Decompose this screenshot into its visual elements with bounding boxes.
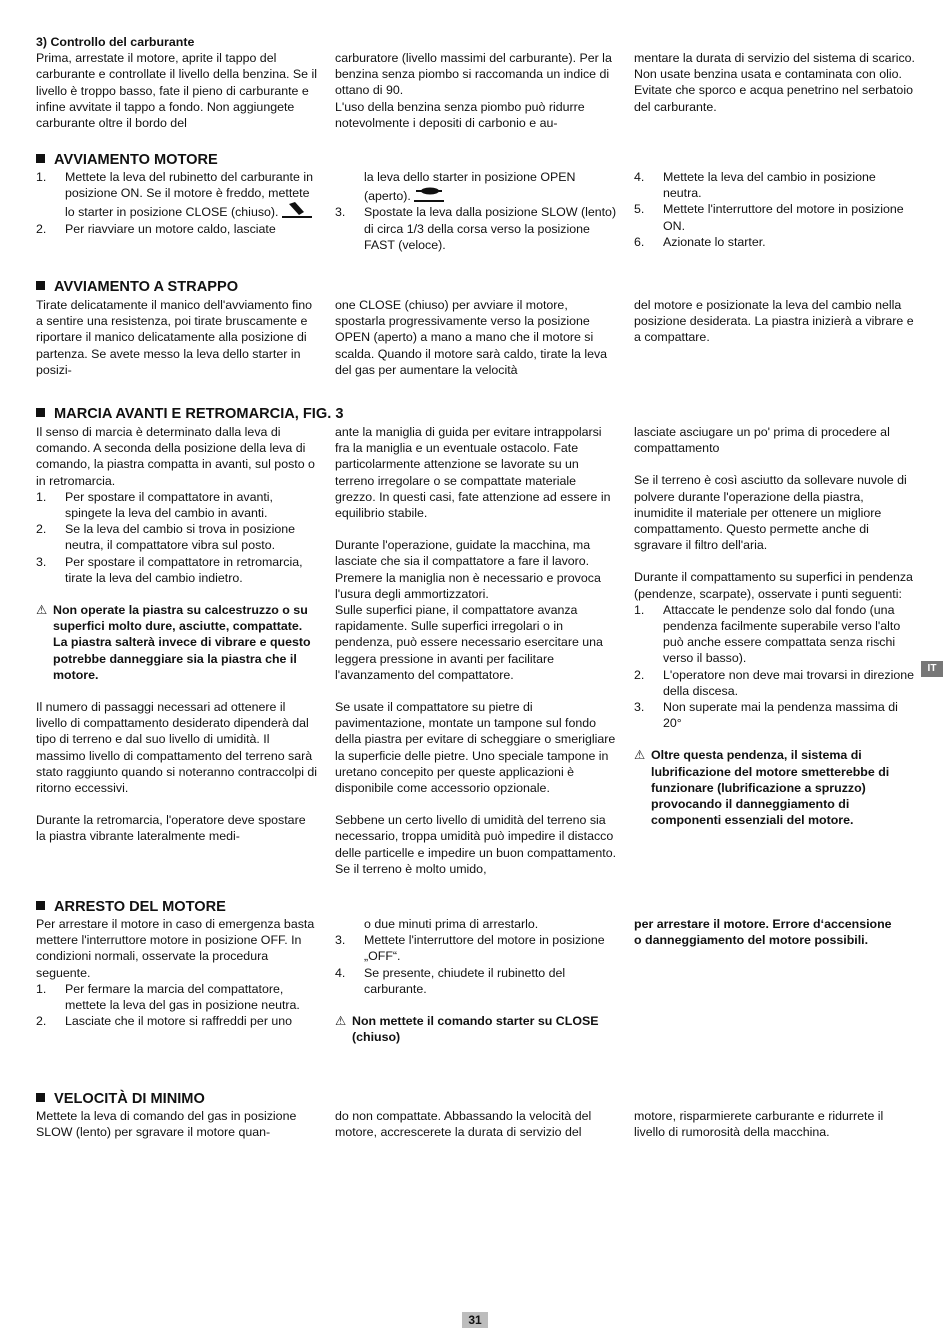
idle-speed-col-2	[335, 1108, 617, 1140]
idle-speed-col-3	[634, 1108, 916, 1140]
recoil-start-text-2: one CLOSE (chiuso) per avviare il motore, spostarla progressivamente verso la posizione OPEN (aperto) a mano a mano che il motore si scalda. Quando il motore sarà caldo, tirate la leva del gas per aumentare la velocità	[335, 298, 608, 377]
paving-text: Se usate il compattatore su pietre di pavimentazione, montate un tampone sul fondo della piastra per evitare di scheggiare o smerigliare la superficie delle pietre. Uno speciale tampone in uretano concepito per queste applicazioni è disponibile come accessorio opzionale.	[335, 700, 616, 796]
fuel-check-col-2	[335, 50, 617, 131]
list-item: 2. Lasciate che il motore si raffreddi per uno	[36, 1014, 293, 1029]
section-heading-engine-start: AVVIAMENTO MOTORE	[36, 151, 218, 169]
recoil-start-text-3: del motore e posizionate la leva del cambio nella posizione desiderata. La piastra inizierà a vibrare e a compattare.	[634, 298, 914, 345]
list-item: 1. Per spostare il compattatore in avanti, spingete la leva del cambio in avanti.	[36, 489, 273, 521]
idle-speed-text-2: do non compattate. Abbassando la velocità del motore, accrescerete la durata di servizio del	[335, 1109, 592, 1140]
warning-icon: ⚠	[335, 1014, 347, 1029]
slope-text: Durante il compattamento su superfici in pendenza (pendenze, scarpate), osservate i punti seguenti:	[634, 570, 913, 601]
list-item: 3. Per spostare il compattatore in retromarcia, tirate la leva del cambio indietro.	[36, 554, 303, 585]
handle-text: ante la maniglia di guida per evitare intrappolarsi fra la maniglia e un eventuale ostacolo. Fate particolarmente attenzione se lavorate su un terreno irregolare o se compattate materiale grezzo. In questi casi, fate attenzione ad essere in equilibrio stabile.	[335, 425, 611, 521]
reverse-text: Durante la retromarcia, l'operatore deve spostare la piastra vibrante lateralmente medi-	[36, 813, 306, 844]
dust-text: Se il terreno è così asciutto da sollevare nuvole di polvere durante l'operazione della piastra, inumidite il materiale per ottenere un migliore compattamento. Questo permette anche di sgravare il filtro dell'aria.	[634, 473, 907, 553]
idle-speed-col-1	[36, 1108, 318, 1140]
humidity-text: Sebbene un certo livello di umidità del terreno sia necessario, troppa umidità può impedire il distacco delle particelle e impedire un buon compattamento. Se il terreno è molto umido,	[335, 813, 617, 876]
warning-slope: ⚠ Oltre questa pendenza, il sistema di lubrificazione del motore smetterebbe di funzionare (lubrificazione a spruzzo) provocando il danneggiamento di componenti essenziali del motore.	[634, 748, 890, 828]
list-item: 1. Mettete la leva del rubinetto del carburante in posizione ON. Se il motore è freddo, mettete lo starter in posizione CLOSE (chiuso).	[36, 170, 313, 220]
fuel-check-col-3	[634, 50, 916, 115]
list-item: 3. Spostate la leva dalla posizione SLOW (lento) di circa 1/3 della corsa verso la posizione FAST (veloce).	[335, 205, 617, 252]
list-item: 6. Azionate lo starter.	[634, 234, 766, 249]
section-heading-engine-stop: ARRESTO DEL MOTORE	[36, 898, 226, 916]
section-heading-forward-reverse: MARCIA AVANTI E RETROMARCIA, FIG. 3	[36, 405, 343, 423]
engine-stop-col-1	[36, 916, 318, 1029]
recoil-start-col-2	[335, 297, 617, 378]
fuel-check-text-2: carburatore (livello massimi del carburante). Per la benzina senza piombo si raccomanda un indice di ottano di 90.	[335, 51, 612, 98]
engine-start-col-1	[36, 169, 318, 237]
drying-text: lasciate asciugare un po' prima di procedere al compattamento	[634, 425, 890, 456]
operation-text: Durante l'operazione, guidate la macchina, ma lasciate che sia il compattatore a fare il lavoro. Premere la maniglia non è necessario e provoca l'usura degli ammortizzatori.	[335, 538, 601, 601]
list-item: 3. Mettete l'interruttore del motore in posizione „OFF“.	[335, 933, 605, 964]
engine-stop-warning-cont-2: o danneggiamento del motore possibili.	[634, 933, 869, 948]
list-item: 2. Se la leva del cambio si trova in posizione neutra, il compattatore vibra sul posto.	[36, 522, 296, 553]
warning-icon: ⚠	[36, 603, 48, 618]
fuel-check-title: 3) Controllo del carburante	[36, 35, 195, 49]
list-item: la leva dello starter in posizione OPEN (aperto).	[364, 170, 576, 204]
engine-start-col-2	[335, 169, 617, 253]
forward-reverse-col-1	[36, 424, 318, 845]
fuel-check-col-1	[36, 34, 318, 131]
engine-start-col-3	[634, 169, 916, 250]
list-item: 4. Mettete la leva del cambio in posizione neutra.	[634, 170, 876, 201]
warning-choke: ⚠ Non mettete il comando starter su CLOSE (chiuso)	[335, 1014, 599, 1045]
recoil-start-col-3	[634, 297, 916, 346]
page-number: 31	[462, 1312, 488, 1328]
list-item: o due minuti prima di arrestarlo.	[364, 917, 539, 931]
list-item: 5. Mettete l'interruttore del motore in posizione ON.	[634, 202, 904, 233]
fuel-check-text-2b: L'uso della benzina senza piombo può ridurre notevolmente i depositi di carbonio e au-	[335, 99, 585, 130]
passes-text: Il numero di passaggi necessari ad ottenere il livello di compattamento desiderato dipenderà dal tipo di terreno e dal suo livello di umidità. Il massimo livello di compattamento del terreno sarà stato raggiunto quando si noteranno contraccolpi di ritorno eccessivi.	[36, 700, 318, 796]
warning-concrete: ⚠ Non operate la piastra su calcestruzzo o su superfici molto dure, asciutte, compattate. La piastra salterà invece di vibrare e questo potrebbe danneggiare sia la piastra che il motore.	[36, 603, 311, 682]
forward-reverse-col-3	[634, 424, 916, 828]
list-item: 2. L'operatore non deve mai trovarsi in direzione della discesa.	[634, 667, 915, 698]
idle-speed-text-1: Mettete la leva di comando del gas in posizione SLOW (lento) per sgravare il motore quan-	[36, 1109, 297, 1140]
list-item: 3. Non superate mai la pendenza massima di 20°	[634, 700, 898, 731]
list-item: 2. Per riavviare un motore caldo, lasciate	[36, 221, 276, 236]
section-heading-idle-speed: VELOCITÀ DI MINIMO	[36, 1090, 205, 1108]
idle-speed-text-3: motore, risparmierete carburante e ridurrete il livello di rumorosità della macchina.	[634, 1109, 884, 1140]
fuel-check-text-1: Prima, arrestate il motore, aprite il tappo del carburante e controllate il livello della benzina. Se il livello è troppo basso, fate il pieno di carburante e infine avvitate il tappo a fondo. Non aggiungete carburante oltre il bordo del	[36, 51, 318, 131]
fuel-check-text-3b: Non usate benzina usata e contaminata con olio. Evitate che sporco e acqua penetrino nel serbatoio del carburante.	[634, 67, 913, 114]
recoil-start-text-1: Tirate delicatamente il manico dell'avviamento fino a sentire una resistenza, poi tirate bruscamente e riportare il manico delicatamente alla posizione di partenza. Se avete messo la leva dello starter in posizi-	[36, 298, 313, 377]
language-tab: IT	[921, 661, 943, 677]
engine-stop-col-3	[634, 916, 916, 948]
recoil-start-col-1	[36, 297, 318, 378]
forward-reverse-col-2	[335, 424, 617, 877]
list-item: 4. Se presente, chiudete il rubinetto del carburante.	[335, 965, 566, 996]
forward-reverse-intro: Il senso di marcia è determinato dalla leva di comando. A seconda della posizione della leva di comando, la piastra compatta in avanti, sul posto o in retromarcia.	[36, 425, 315, 488]
surfaces-text: Sulle superfici piane, il compattatore avanza rapidamente. Sulle superfici irregolari o in pendenza, può essere necessario esercitare una leggera pressione in avanti per facilitare l'avanzamento del compattatore.	[335, 603, 603, 682]
warning-icon: ⚠	[634, 748, 646, 763]
section-heading-recoil-start: AVVIAMENTO A STRAPPO	[36, 278, 238, 296]
engine-stop-col-2	[335, 916, 617, 1045]
choke-open-icon	[414, 185, 444, 203]
fuel-check-text-3: mentare la durata di servizio del sistema di scarico.	[634, 51, 915, 65]
engine-stop-intro: Per arrestare il motore in caso di emergenza basta mettere l'interruttore motore in posizione OFF. In condizioni normali, osservate la procedura seguente.	[36, 917, 315, 980]
choke-closed-icon	[282, 201, 312, 219]
list-item: 1. Per fermare la marcia del compattatore, mettete la leva del gas in posizione neutra.	[36, 981, 300, 1013]
engine-stop-warning-cont-1: per arrestare il motore. Errore d‘accensione	[634, 917, 892, 931]
list-item: 1. Attaccate le pendenze solo dal fondo (una pendenza facilmente superabile verso l'alto può anche essere compattata senza rischi verso il basso).	[634, 602, 901, 666]
